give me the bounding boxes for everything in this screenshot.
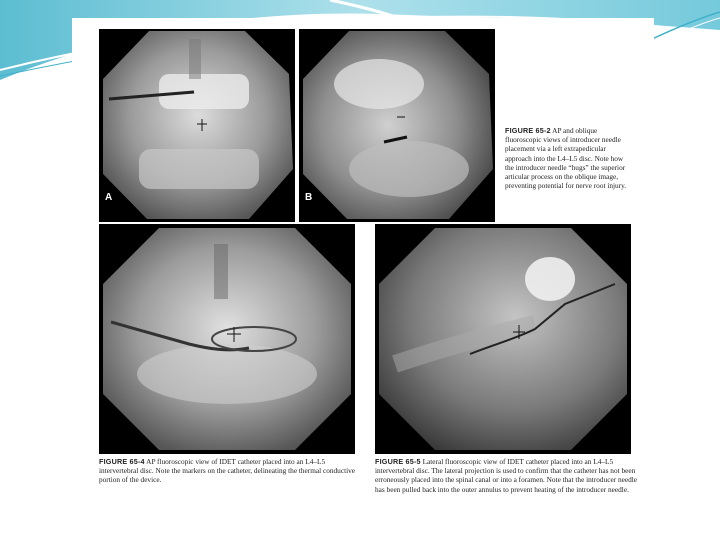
caption-text: AP and oblique fluoroscopic views of introducer needle placement via a left extrapedicular approach into the L4–L5 disc. Note how the introducer needle “hugs” the superior articular process on the oblique image, preventing potential for nerve root injury. xyxy=(505,126,627,191)
caption-figure-65-4 xyxy=(99,457,361,485)
figure-label: FIGURE 65-2 xyxy=(505,126,551,135)
panel-label-b: B xyxy=(305,192,313,203)
xray-idet-lateral-view xyxy=(375,224,631,454)
xray-idet-ap-view xyxy=(99,224,355,454)
figure-label: FIGURE 65-5 xyxy=(375,457,421,466)
caption-figure-65-2 xyxy=(505,126,627,190)
caption-text: AP fluoroscopic view of IDET catheter placed into an L4–L5 intervertebral disc. Note the markers on the catheter, delineating the thermal conductive portion of the device. xyxy=(99,457,356,485)
caption-text: Lateral fluoroscopic view of IDET catheter placed into an L4–L5 intervertebral disc. The lateral projection is used to confirm that the catheter has not been erroneously placed into the spinal canal or into a foramen. Note that the introducer needle has been pulled back into the outer annulus to prevent heating of the introducer needle. xyxy=(375,457,637,494)
xray-ap-view xyxy=(99,29,295,222)
document-page xyxy=(72,18,654,518)
panel-label-a: A xyxy=(105,192,113,203)
figure-label: FIGURE 65-4 xyxy=(99,457,145,466)
caption-figure-65-5 xyxy=(375,457,637,494)
xray-oblique-view xyxy=(299,29,495,222)
